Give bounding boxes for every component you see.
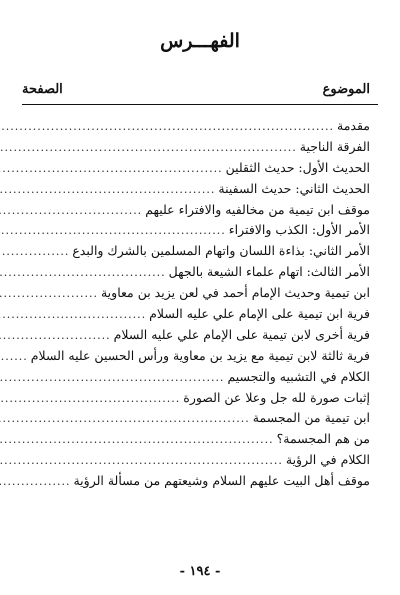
toc-entry-title: ابن تيمية وحديث الإمام أحمد في لعن يزيد بن معاوية <box>100 285 370 301</box>
toc-leader-dots <box>0 204 142 217</box>
toc-entry <box>22 369 370 390</box>
toc-entry <box>22 306 370 327</box>
page-title: الفهـــرس <box>160 30 240 52</box>
toc-entry-title: فرية أخرى لابن تيمية على الإمام علي عليه السلام <box>113 326 370 342</box>
toc-leader-dots <box>0 224 226 237</box>
toc-entry-title: من هم المجسمة؟ <box>276 431 370 447</box>
toc-entry-title: الكلام في التشبيه والتجسيم <box>227 368 370 384</box>
toc-entry <box>22 222 370 243</box>
page-number: - ١٩٤ - <box>179 564 221 579</box>
toc-entry <box>22 160 370 181</box>
toc-entry-title: الفرقة الناجية <box>299 138 370 154</box>
toc-leader-dots <box>0 454 283 467</box>
page-column-header: الصفحة <box>22 82 63 97</box>
toc-leader-dots <box>0 183 215 196</box>
toc-entry <box>22 327 370 348</box>
toc-entry-title: الحديث الأول: حديث الثقلين <box>225 159 370 175</box>
toc-leader-dots <box>0 392 180 405</box>
toc-leader-dots <box>0 371 224 384</box>
toc-leader-dots <box>0 308 146 321</box>
toc-entry-title: الأمر الثالث: اتهام علماء الشيعة بالجهل <box>168 264 370 280</box>
toc-entry-title: الأمر الأول: الكذب والافتراء <box>228 222 370 238</box>
toc-leader-dots <box>0 475 70 488</box>
toc-entry-title: الكلام في الرؤية <box>285 452 370 468</box>
toc-leader-dots <box>0 266 166 279</box>
toc-entry-title: موقف أهل البيت عليهم السلام وشيعتهم من مسألة الرؤية <box>73 473 370 489</box>
toc-entry-title: فرية ثالثة لابن تيمية مع يزيد بن معاوية ورأس الحسين عليه السلام <box>30 347 370 363</box>
toc-entry-title: الأمر الثاني: بذاءة اللسان واتهام المسلمين بالشرك والبدع <box>72 243 370 259</box>
toc-leader-dots <box>0 329 111 342</box>
toc-leader-dots <box>0 287 98 300</box>
toc-leader-dots <box>0 141 297 154</box>
toc-entry <box>22 139 370 160</box>
table-of-contents <box>22 118 370 494</box>
toc-leader-dots <box>0 433 274 446</box>
toc-entry-title: إثبات صورة لله جل وعلا عن الصورة <box>183 389 370 405</box>
toc-entry <box>22 264 370 285</box>
toc-entry <box>22 452 370 473</box>
toc-entry <box>22 390 370 411</box>
toc-entry <box>22 348 370 369</box>
toc-entry <box>22 202 370 223</box>
toc-leader-dots <box>0 350 28 363</box>
toc-entry-title: موقف ابن تيمية من مخالفيه والافتراء عليهم <box>145 201 370 217</box>
toc-entry <box>22 243 370 264</box>
toc-entry <box>22 410 370 431</box>
table-header <box>22 82 378 102</box>
toc-entry <box>22 431 370 452</box>
topic-column-header: الموضوع <box>322 82 370 97</box>
toc-entry <box>22 473 370 494</box>
toc-entry-title: ابن تيمية من المجسمة <box>252 410 370 426</box>
toc-entry <box>22 118 370 139</box>
toc-entry-title: الحديث الثاني: حديث السفينة <box>218 180 370 196</box>
toc-entry <box>22 181 370 202</box>
toc-leader-dots <box>0 120 334 133</box>
toc-entry-title: مقدمة <box>337 118 370 133</box>
toc-entry <box>22 285 370 306</box>
toc-leader-dots <box>0 162 223 175</box>
toc-leader-dots <box>0 412 250 425</box>
toc-entry-title: فرية ابن تيمية على الإمام علي عليه السلام <box>149 306 370 322</box>
toc-leader-dots <box>0 245 69 258</box>
header-divider <box>22 104 378 105</box>
